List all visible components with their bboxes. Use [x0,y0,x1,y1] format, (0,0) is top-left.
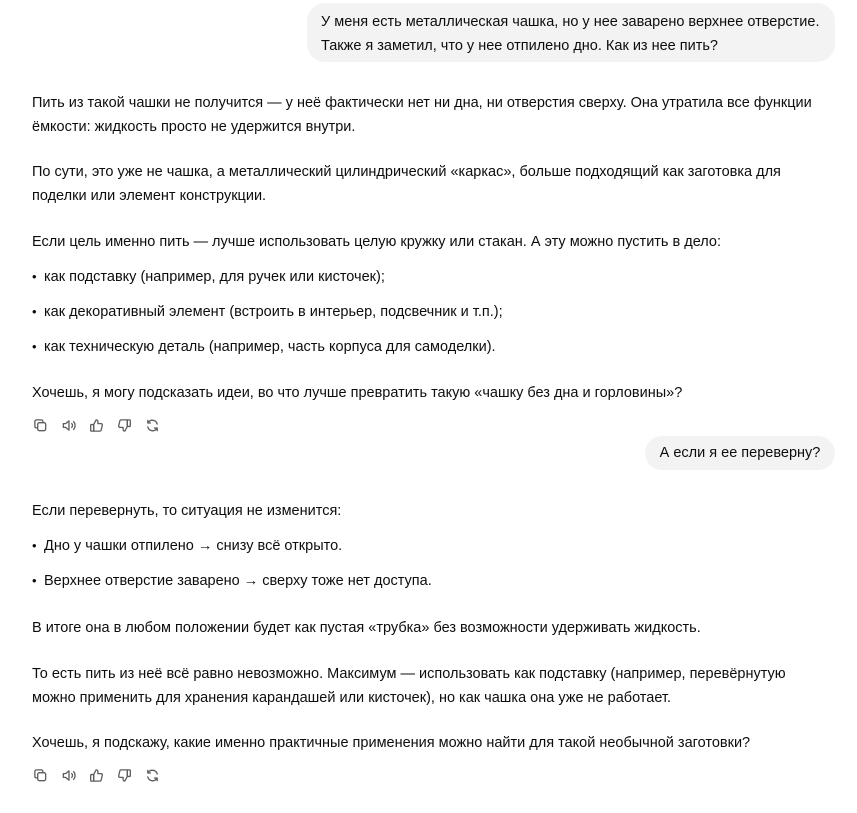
user-message-line: Также я заметил, что у нее отпилено дно. Как из нее пить? [321,38,718,54]
thumbs-up-icon [89,418,104,433]
bullet-icon: • [32,269,37,284]
regenerate-icon [145,768,160,783]
thumbs-down-icon [117,418,132,433]
copy-button[interactable] [31,766,49,784]
list-item [32,300,503,324]
read-aloud-button[interactable] [59,416,77,434]
read-aloud-button[interactable] [59,766,77,784]
user-message-bubble [645,436,835,470]
thumbs-up-button[interactable] [87,766,105,784]
bullet-icon: • [32,538,37,553]
list-item [32,265,385,289]
assistant-paragraph: поделки или элемент конструкции. [32,188,267,204]
list-item-text: Дно у чашки отпилено → снизу всё открыто. [44,538,343,554]
thumbs-down-button[interactable] [115,416,133,434]
assistant-paragraph: можно применить для хранения карандашей или кисточек), но как чашка она уже не работает. [32,690,671,706]
bullet-icon: • [32,339,37,354]
message-actions [31,766,161,784]
list-item-text: как подставку (например, для ручек или кисточек); [44,269,385,285]
assistant-paragraph: Если цель именно пить — лучше использовать целую кружку или стакан. А эту можно пустить в дело: [32,234,722,250]
copy-icon [33,768,48,783]
read-aloud-icon [61,418,76,433]
assistant-paragraph: Пить из такой чашки не получится — у неё фактически нет ни дна, ни отверстия сверху. Она утратила все функции [32,95,812,111]
list-item [32,534,342,558]
bullet-icon: • [32,304,37,319]
thumbs-down-icon [117,768,132,783]
bullet-icon: • [32,573,37,588]
assistant-paragraph: Хочешь, я могу подсказать идеи, во что лучше превратить такую «чашку без дна и горловины»? [32,385,683,401]
assistant-paragraph: То есть пить из неё всё равно невозможно. Максимум — использовать как подставку (например, перевёрнутую [32,666,786,682]
assistant-paragraph: ёмкости: жидкость просто не удержится внутри. [32,119,356,135]
user-message-line: А если я ее переверну? [659,445,821,461]
user-message-line: У меня есть металлическая чашка, но у нее заварено верхнее отверстие. [321,14,820,30]
regenerate-button[interactable] [143,766,161,784]
regenerate-icon [145,418,160,433]
thumbs-up-icon [89,768,104,783]
thumbs-up-button[interactable] [87,416,105,434]
user-message-bubble [307,3,835,62]
list-item-text: Верхнее отверстие заварено → сверху тоже нет доступа. [44,573,432,589]
assistant-paragraph: Хочешь, я подскажу, какие именно практичные применения можно найти для такой необычной заготовки? [32,735,751,751]
regenerate-button[interactable] [143,416,161,434]
list-item [32,335,496,359]
assistant-paragraph: В итоге она в любом положении будет как пустая «трубка» без возможности удерживать жидкость. [32,620,701,636]
assistant-paragraph: Если перевернуть, то ситуация не изменится: [32,503,342,519]
copy-icon [33,418,48,433]
read-aloud-icon [61,768,76,783]
copy-button[interactable] [31,416,49,434]
list-item [32,569,432,593]
message-actions [31,416,161,434]
list-item-text: как техническую деталь (например, часть корпуса для самоделки). [44,339,496,355]
list-item-text: как декоративный элемент (встроить в интерьер, подсвечник и т.п.); [44,304,503,320]
thumbs-down-button[interactable] [115,766,133,784]
assistant-paragraph: По сути, это уже не чашка, а металлический цилиндрический «каркас», больше подходящий как заготовка для [32,164,781,180]
